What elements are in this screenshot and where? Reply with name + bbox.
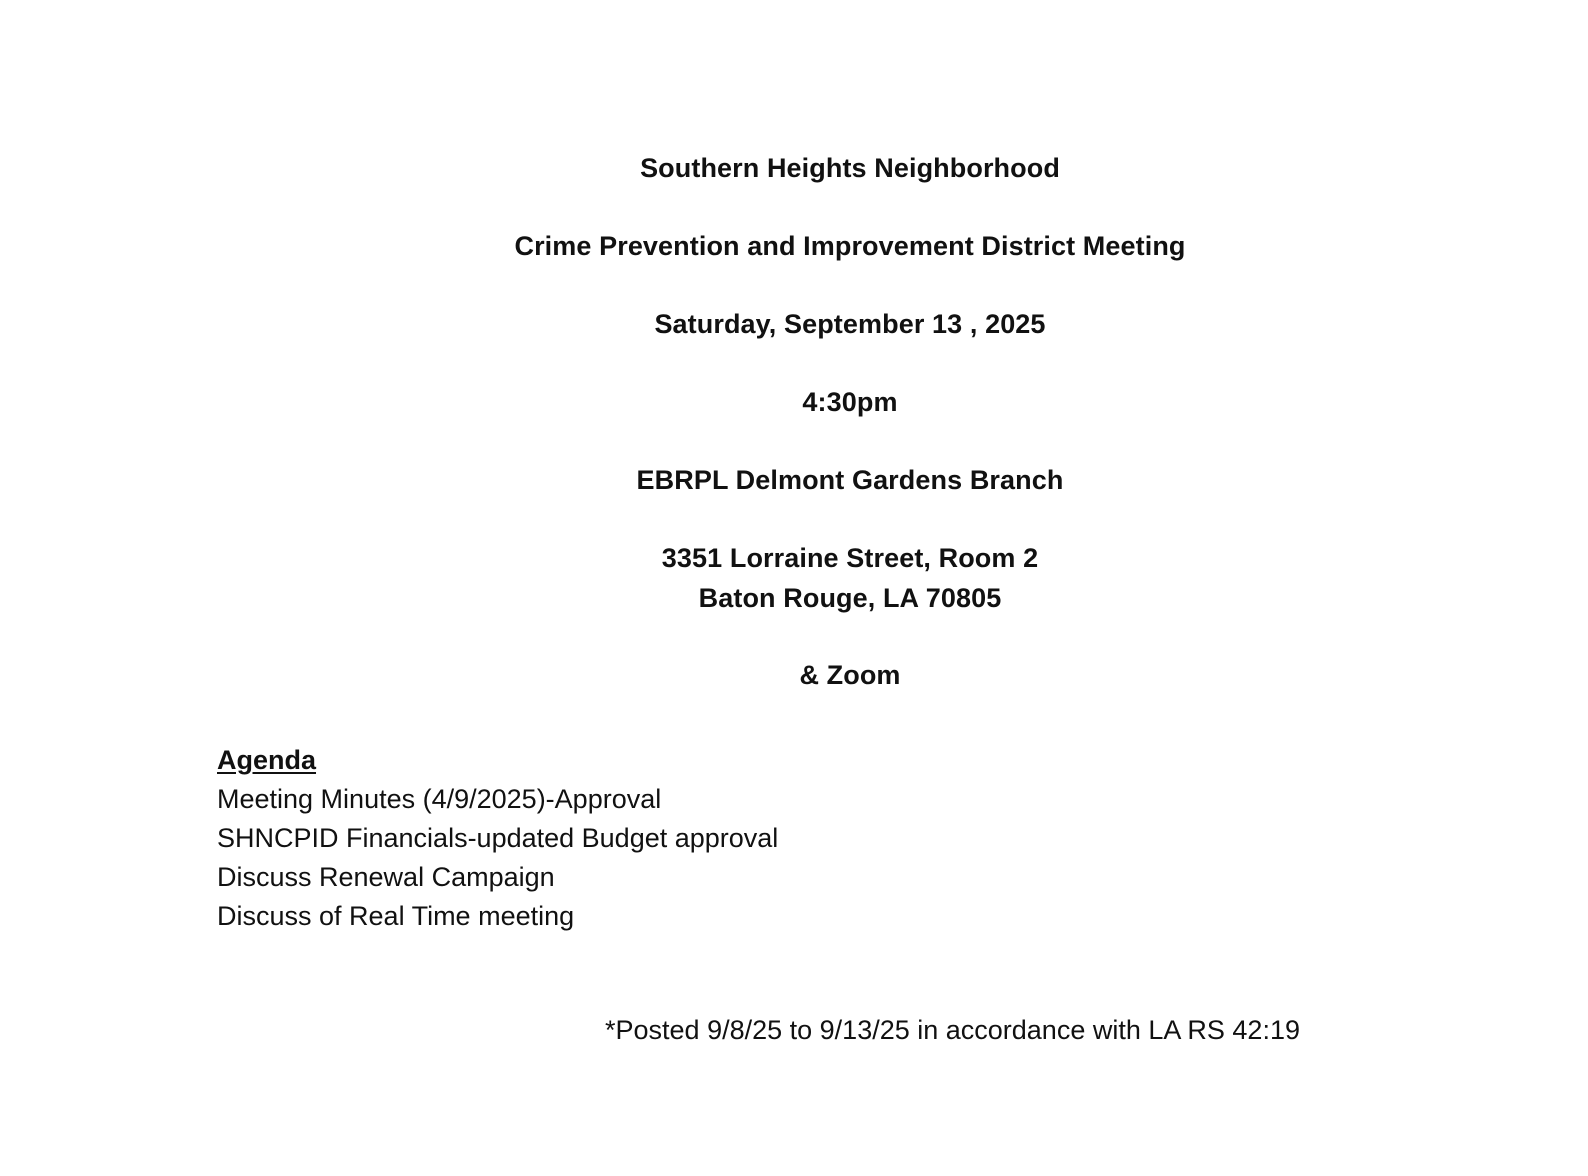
address-line-1: 3351 Lorraine Street, Room 2 bbox=[661, 543, 1039, 573]
agenda-item: SHNCPID Financials-updated Budget approval bbox=[217, 823, 779, 853]
agenda-item: Discuss of Real Time meeting bbox=[217, 901, 575, 931]
meeting-title: Crime Prevention and Improvement District Meeting bbox=[514, 231, 1186, 261]
agenda-item: Meeting Minutes (4/9/2025)-Approval bbox=[217, 784, 662, 814]
meeting-venue: EBRPL Delmont Gardens Branch bbox=[636, 465, 1064, 495]
virtual-option: & Zoom bbox=[799, 660, 901, 690]
agenda-item: Discuss Renewal Campaign bbox=[217, 862, 555, 892]
agenda-section bbox=[217, 741, 778, 936]
agenda-heading: Agenda bbox=[217, 745, 317, 775]
meeting-time: 4:30pm bbox=[802, 387, 898, 417]
meeting-date: Saturday, September 13 , 2025 bbox=[654, 309, 1046, 339]
address-line-2: Baton Rouge, LA 70805 bbox=[698, 583, 1002, 613]
organization-name: Southern Heights Neighborhood bbox=[640, 153, 1060, 183]
posting-note: *Posted 9/8/25 to 9/13/25 in accordance with LA RS 42:19 bbox=[605, 1015, 1300, 1045]
